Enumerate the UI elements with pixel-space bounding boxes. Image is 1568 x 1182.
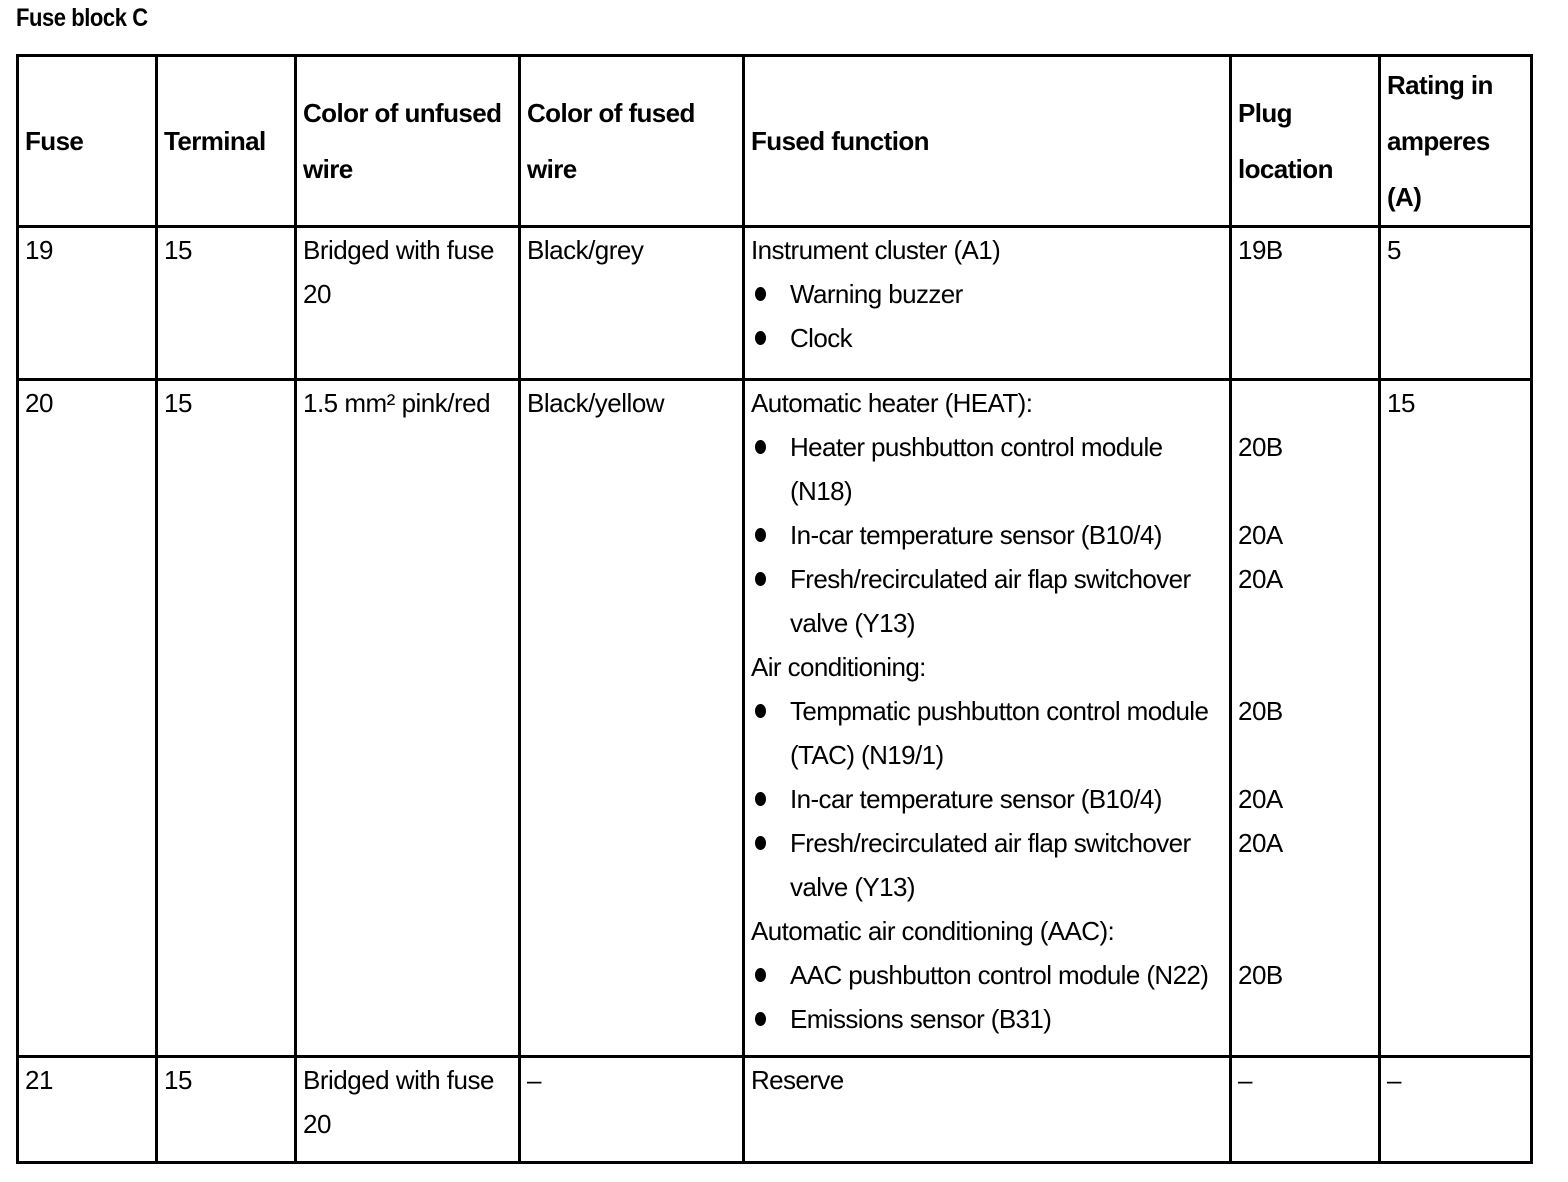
unfused-wire-cell: [296, 1057, 520, 1163]
plug-location-text: 20B: [1238, 960, 1283, 990]
fused-function-cell: [744, 1057, 1231, 1163]
fused-wire-cell: [520, 1057, 744, 1163]
bullet-icon: [755, 528, 766, 542]
function-item-text: valve (Y13): [790, 872, 915, 902]
fuse-cell-text: 21: [25, 1065, 53, 1095]
function-heading: Instrument cluster (A1): [751, 235, 1001, 265]
bullet-icon: [755, 572, 766, 586]
table-row: [18, 380, 1532, 1057]
bullet-icon: [755, 331, 766, 345]
plug-location-text: [1238, 381, 1372, 425]
plug-location-text: [1238, 272, 1372, 316]
plug-location-text: [1238, 645, 1372, 689]
function-item-text: Clock: [790, 323, 853, 353]
plug-location-text: [1238, 601, 1372, 645]
function-heading: Air conditioning:: [751, 652, 926, 682]
plug-location-text: [1238, 316, 1372, 360]
plug-location-text: 20A: [1238, 520, 1283, 550]
unfused-wire-cell-text: 1.5 mm² pink/red: [303, 388, 491, 418]
plug-location-text: –: [1238, 1065, 1252, 1095]
rating-cell: [1380, 380, 1532, 1057]
plug-location-cell: [1231, 227, 1380, 380]
bullet-icon: [755, 440, 766, 454]
fuse-cell: [18, 1057, 157, 1163]
header-fused-function: Fused function: [744, 56, 1231, 227]
header-row: [18, 56, 1532, 227]
header-rating: Rating in amperes (A): [1380, 56, 1532, 227]
header-fused-wire-color: Color of fused wire: [520, 56, 744, 227]
function-bullet-item: [751, 425, 1223, 469]
bullet-icon: [755, 1012, 766, 1026]
function-heading: Automatic heater (HEAT):: [751, 388, 1033, 418]
plug-location-text: [1238, 469, 1372, 513]
bullet-icon: [755, 287, 766, 301]
function-item-text: (TAC) (N19/1): [790, 740, 944, 770]
plug-location-cell: [1231, 1057, 1380, 1163]
fused-function-cell: [744, 380, 1231, 1057]
fuse-table: [16, 54, 1533, 1164]
unfused-wire-cell: [296, 380, 520, 1057]
plug-location-text: [1238, 997, 1372, 1041]
rating-cell-text: 5: [1387, 235, 1401, 265]
fuse-cell-text: 19: [25, 235, 53, 265]
fuse-cell: [18, 227, 157, 380]
plug-location-text: 20A: [1238, 784, 1283, 814]
plug-location-text: [1238, 733, 1372, 777]
terminal-cell-text: 15: [164, 235, 192, 265]
function-bullet-item: [751, 316, 1223, 360]
plug-location-text: 20A: [1238, 564, 1283, 594]
unfused-wire-cell-text: Bridged with fuse 20: [303, 1065, 494, 1139]
terminal-cell: [157, 1057, 296, 1163]
fused-wire-cell-text: Black/grey: [527, 235, 644, 265]
function-bullet-item: [751, 777, 1223, 821]
fuse-cell: [18, 380, 157, 1057]
header-plug-location: Plug location: [1231, 56, 1380, 227]
plug-location-cell: [1231, 380, 1380, 1057]
bullet-icon: [755, 836, 766, 850]
terminal-cell: [157, 380, 296, 1057]
plug-location-text: [1238, 865, 1372, 909]
function-bullet-item: [751, 953, 1223, 997]
table-row: [18, 227, 1532, 380]
function-item-text: Warning buzzer: [790, 279, 963, 309]
fused-wire-cell: [520, 227, 744, 380]
function-bullet-item: [751, 272, 1223, 316]
document-title: Fuse block C: [16, 4, 148, 32]
terminal-cell: [157, 227, 296, 380]
table-body: [18, 227, 1532, 1163]
function-item-text: In-car temperature sensor (B10/4): [790, 520, 1162, 550]
function-heading: Automatic air conditioning (AAC):: [751, 916, 1115, 946]
function-item-text: Fresh/recirculated air flap switchover: [790, 564, 1191, 594]
header-unfused-wire-color: Color of unfused wire: [296, 56, 520, 227]
rating-cell-text: –: [1387, 1065, 1401, 1095]
terminal-cell-text: 15: [164, 388, 192, 418]
unfused-wire-cell: [296, 227, 520, 380]
plug-location-text: 20B: [1238, 432, 1283, 462]
plug-location-text: 19B: [1238, 235, 1283, 265]
function-bullet-item: [751, 513, 1223, 557]
function-bullet-item: [751, 689, 1223, 733]
fused-wire-cell-text: Black/yellow: [527, 388, 665, 418]
rating-cell: [1380, 1057, 1532, 1163]
fused-wire-cell-text: –: [527, 1065, 541, 1095]
function-item-text: Emissions sensor (B31): [790, 1004, 1052, 1034]
rating-cell: [1380, 227, 1532, 380]
fused-wire-cell: [520, 380, 744, 1057]
function-bullet-item: [751, 997, 1223, 1041]
bullet-icon: [755, 968, 766, 982]
plug-location-text: 20B: [1238, 696, 1283, 726]
fused-function-cell: [744, 227, 1231, 380]
function-item-text: (N18): [790, 476, 853, 506]
fuse-cell-text: 20: [25, 388, 53, 418]
terminal-cell-text: 15: [164, 1065, 192, 1095]
table-row: [18, 1057, 1532, 1163]
bullet-icon: [755, 704, 766, 718]
unfused-wire-cell-text: Bridged with fuse 20: [303, 235, 494, 309]
function-item-text: Tempmatic pushbutton control module: [790, 696, 1209, 726]
function-bullet-continuation: [751, 601, 1223, 645]
function-item-text: valve (Y13): [790, 608, 915, 638]
function-heading: Reserve: [751, 1065, 844, 1095]
function-bullet-continuation: [751, 733, 1223, 777]
function-bullet-continuation: [751, 865, 1223, 909]
bullet-icon: [755, 792, 766, 806]
header-fuse: Fuse: [18, 56, 157, 227]
rating-cell-text: 15: [1387, 388, 1415, 418]
function-bullet-item: [751, 557, 1223, 601]
function-bullet-continuation: [751, 469, 1223, 513]
function-item-text: Heater pushbutton control module: [790, 432, 1163, 462]
function-item-text: In-car temperature sensor (B10/4): [790, 784, 1162, 814]
function-item-text: Fresh/recirculated air flap switchover: [790, 828, 1191, 858]
plug-location-text: 20A: [1238, 828, 1283, 858]
function-item-text: AAC pushbutton control module (N22): [790, 960, 1209, 990]
header-terminal: Terminal: [157, 56, 296, 227]
plug-location-text: [1238, 909, 1372, 953]
function-bullet-item: [751, 821, 1223, 865]
